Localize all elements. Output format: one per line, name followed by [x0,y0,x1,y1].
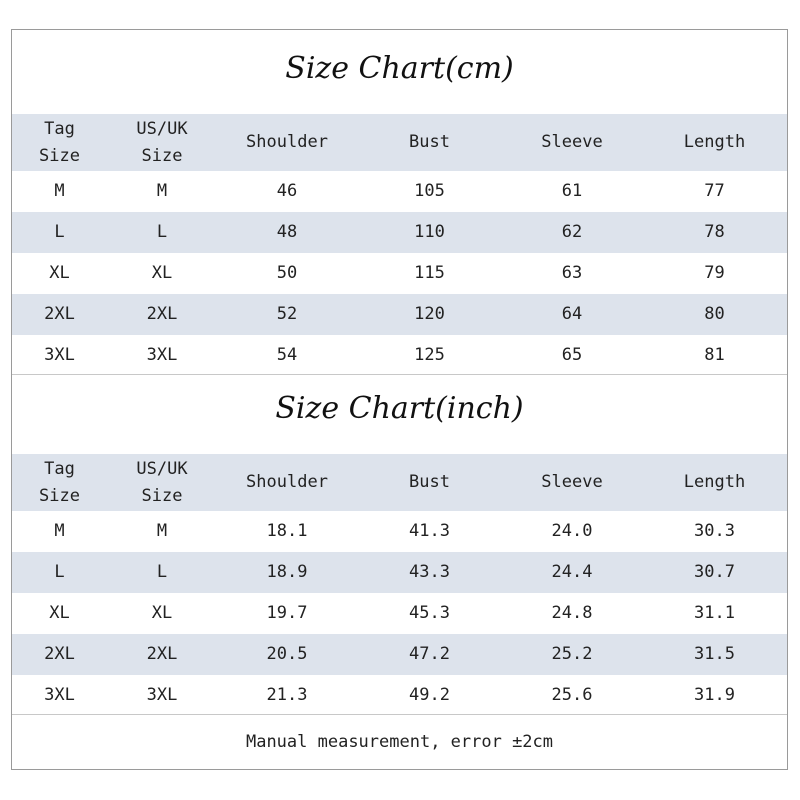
column-header [357,454,502,511]
table-cell: L [156,562,168,582]
table-cell: 110 [414,222,445,242]
table-cell: 31.1 [694,603,735,623]
table-cell: 64 [561,304,583,324]
table-cell: 25.2 [551,644,593,664]
table-row [12,171,787,212]
column-header [107,114,217,171]
column-header [642,454,787,511]
table-cell: 115 [414,263,445,283]
table-cell: 2XL [146,644,178,664]
column-header-line: Shoulder [246,132,328,152]
table-cell: 31.5 [694,644,735,664]
table-cell: 43.3 [409,562,450,582]
table-cell: 3XL [146,685,178,705]
table-row [12,593,787,634]
column-header-line: Sleeve [541,472,603,492]
table-cell: 30.3 [694,521,735,541]
table-cell: M [54,181,65,201]
table-cell: 61 [561,181,583,201]
column-header-line: Size [141,485,183,506]
table-cell: 77 [704,181,725,201]
table-cell: 18.9 [266,562,308,582]
size-chart-frame [11,29,788,770]
table-cell: M [54,521,65,541]
column-header-line: Size [39,145,80,166]
column-header [217,114,357,171]
table-cell: 48 [276,222,298,242]
column-header-line: Tag [44,118,75,139]
column-header [107,454,217,511]
inch-size-table [12,454,787,716]
table-row [12,335,787,376]
column-header-line: Bust [409,472,450,492]
column-header-line: US/UK [136,118,188,139]
table-cell: 2XL [44,644,75,664]
column-header [12,114,107,171]
table-row [12,634,787,675]
table-cell: 19.7 [266,603,308,623]
inch-chart-title: Size Chart(inch) [275,391,524,426]
table-cell: M [156,521,168,541]
table-cell: 24.4 [551,562,593,582]
header-row [12,114,787,171]
column-header [502,454,642,511]
table-cell: 78 [704,222,725,242]
table-cell: 20.5 [266,644,308,664]
table-cell: L [156,222,168,242]
table-row [12,552,787,593]
measurement-note: Manual measurement, error ±2cm [245,732,554,752]
table-cell: 120 [414,304,445,324]
table-row [12,675,787,716]
table-cell: 65 [561,345,583,365]
table-cell: 54 [276,345,298,365]
table-cell: 79 [704,263,725,283]
table-row [12,511,787,552]
section-divider [12,374,787,375]
table-cell: XL [151,263,173,283]
column-header-line: Sleeve [541,132,603,152]
table-cell: 3XL [146,345,178,365]
table-cell: 2XL [44,304,75,324]
table-cell: 3XL [44,345,75,365]
column-header-line: Tag [44,458,75,479]
table-cell: L [54,562,65,582]
table-cell: 52 [276,304,298,324]
table-row [12,212,787,253]
column-header-line: Bust [409,132,450,152]
column-header-line: Length [683,472,746,492]
table-cell: 2XL [146,304,178,324]
table-cell: 46 [276,181,298,201]
table-cell: 31.9 [694,685,735,705]
column-header-line: US/UK [136,458,188,479]
table-cell: 18.1 [266,521,308,541]
table-cell: 63 [561,263,583,283]
table-cell: 24.0 [551,521,593,541]
table-cell: XL [49,603,70,623]
table-cell: 80 [704,304,725,324]
table-row [12,294,787,335]
table-row [12,253,787,294]
table-cell: 3XL [44,685,75,705]
column-header-line: Size [141,145,183,166]
table-cell: 81 [704,345,725,365]
table-cell: 50 [276,263,298,283]
table-cell: 30.7 [694,562,735,582]
table-cell: 105 [414,181,445,201]
inch-table-body [12,454,787,716]
column-header-line: Length [683,132,746,152]
table-cell: M [156,181,168,201]
table-cell: 24.8 [551,603,593,623]
table-cell: 21.3 [266,685,308,705]
column-header [12,454,107,511]
column-header [357,114,502,171]
cm-table-body [12,114,787,376]
table-cell: XL [151,603,173,623]
column-header [642,114,787,171]
column-header [502,114,642,171]
cm-chart-title: Size Chart(cm) [285,51,514,86]
table-cell: 45.3 [409,603,450,623]
column-header [217,454,357,511]
header-row [12,454,787,511]
table-cell: 41.3 [409,521,450,541]
column-header-line: Size [39,485,80,506]
cm-size-table [12,114,787,376]
table-cell: 49.2 [409,685,450,705]
table-cell: XL [49,263,70,283]
table-cell: 25.6 [551,685,593,705]
table-cell: 62 [561,222,583,242]
table-cell: 125 [414,345,445,365]
table-cell: L [54,222,65,242]
column-header-line: Shoulder [246,472,328,492]
footer-divider [12,714,787,715]
table-cell: 47.2 [409,644,450,664]
